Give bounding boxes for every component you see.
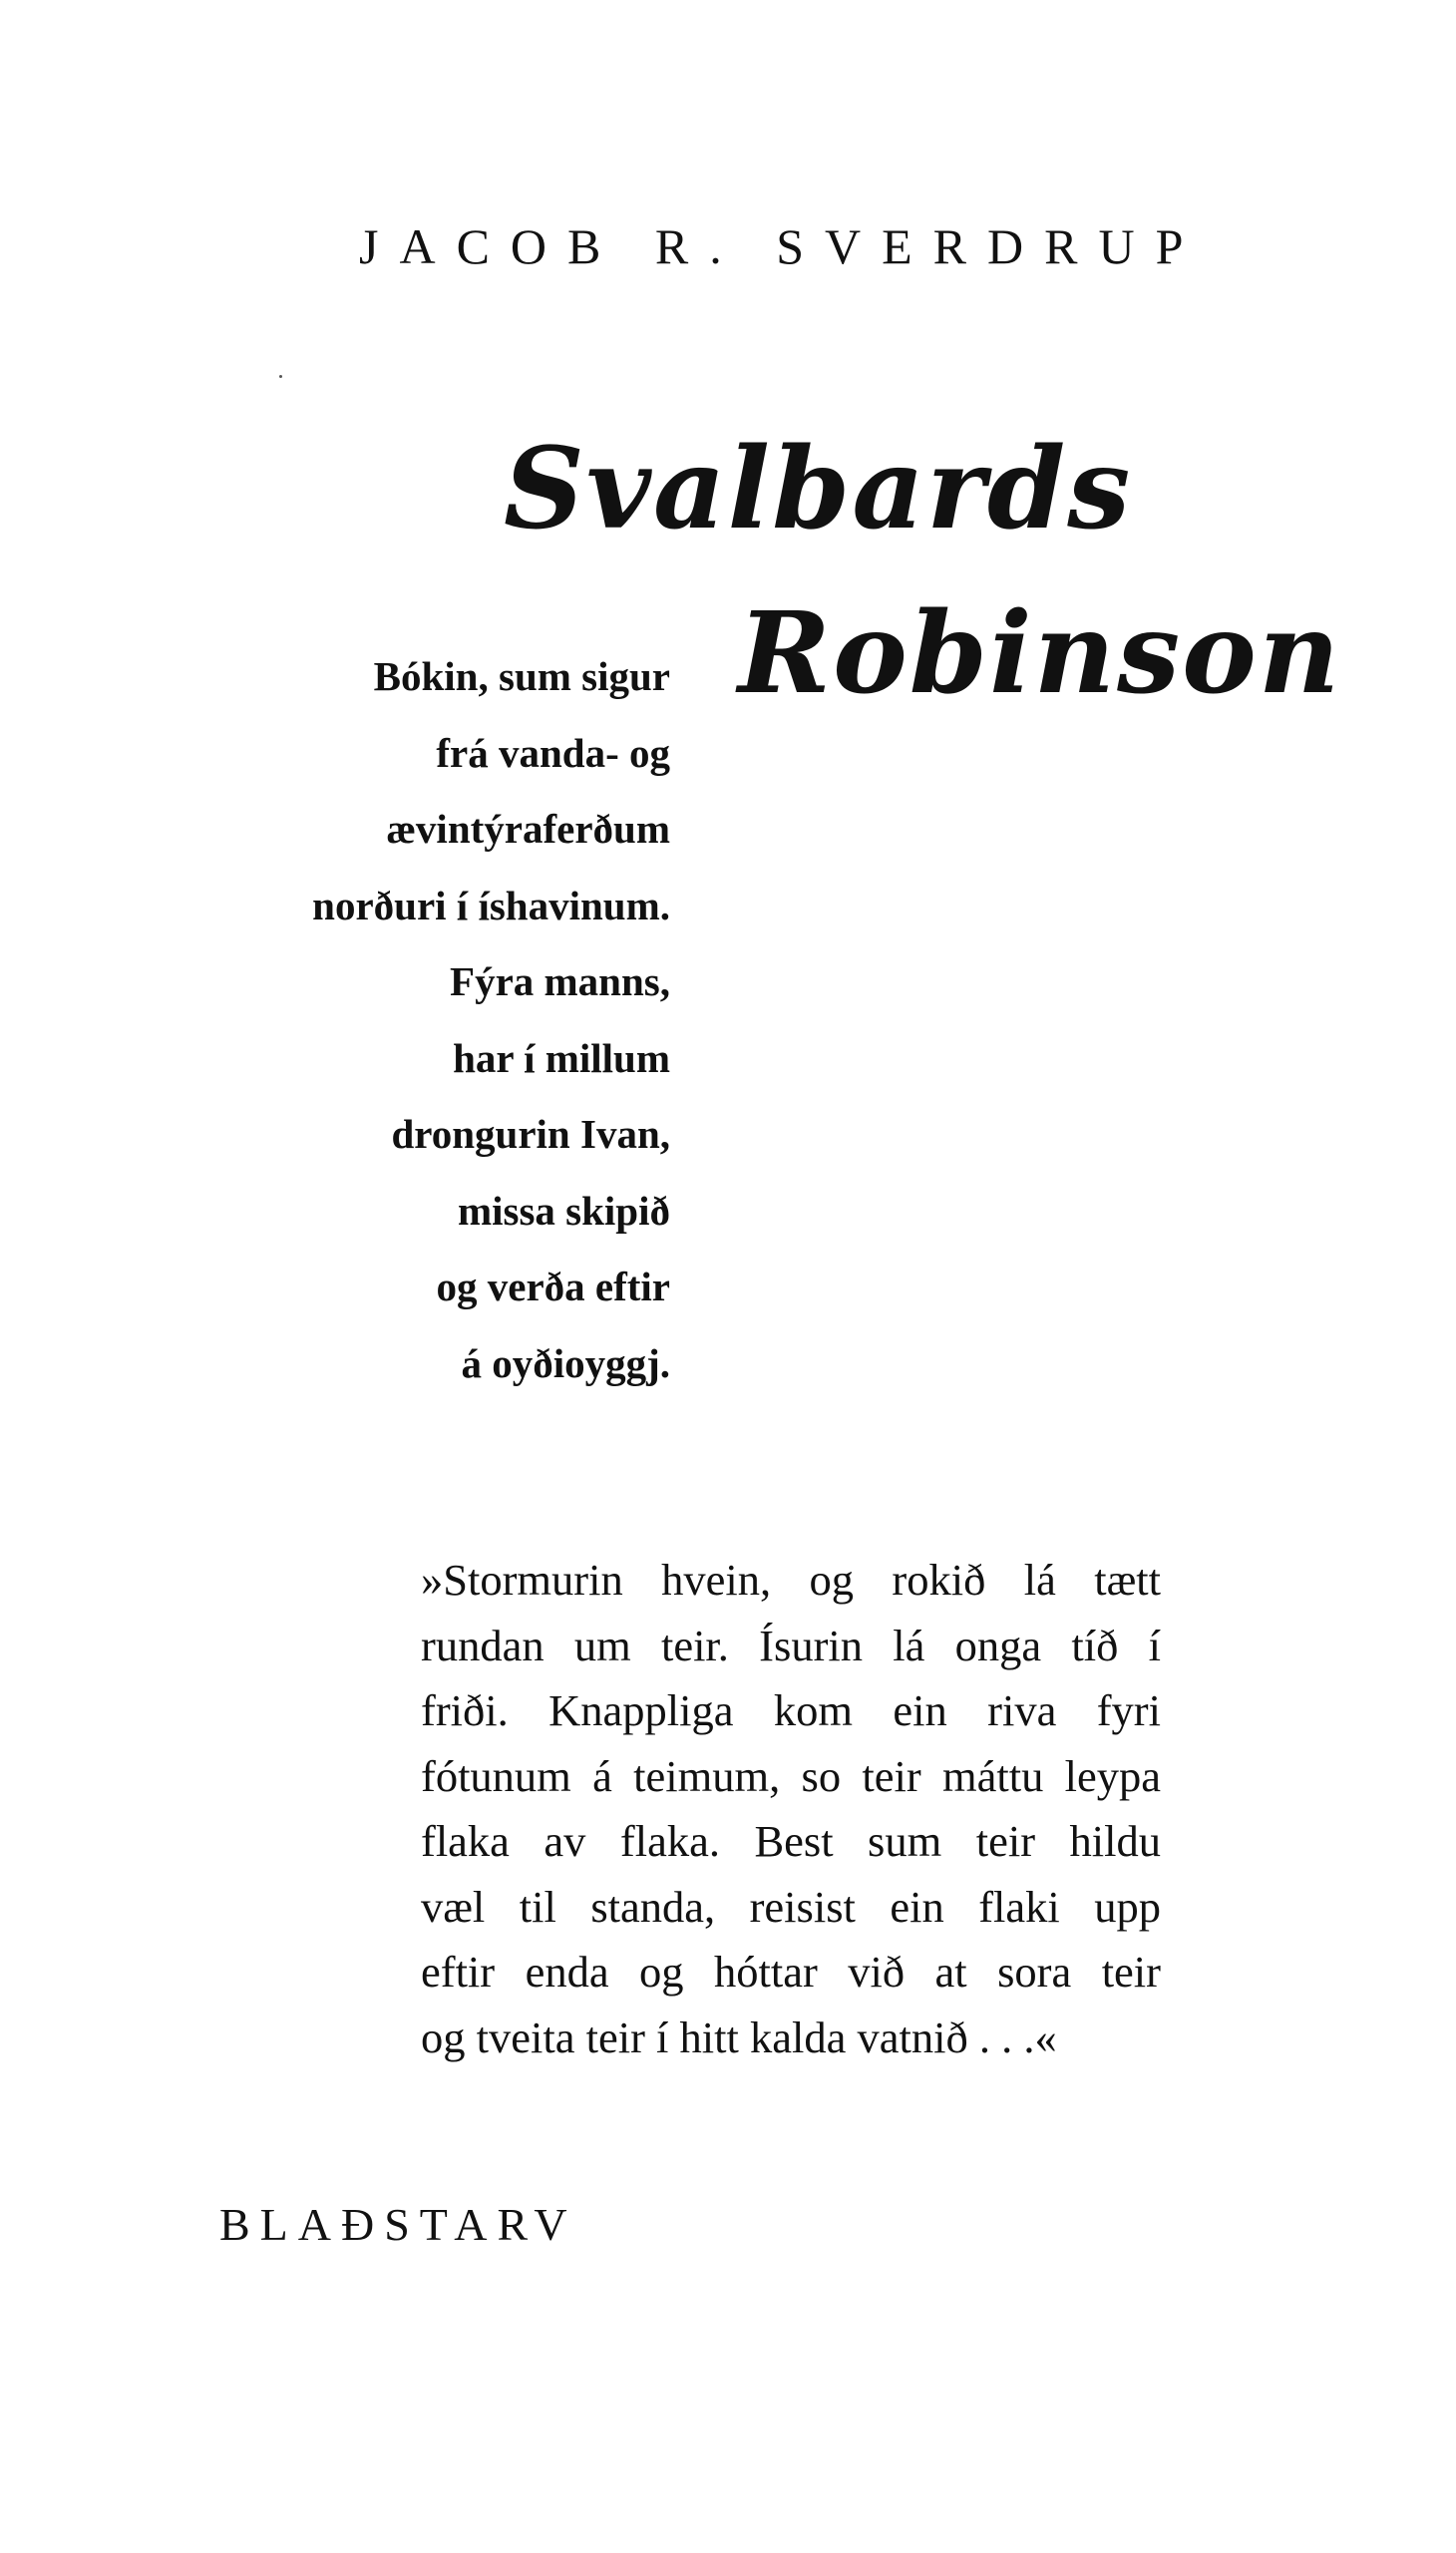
blurb-line: har í millum: [453, 1034, 670, 1081]
blurb-line: missa skipið: [457, 1187, 670, 1234]
quote-line: væl til standa, reisist ein flaki upp: [421, 1881, 1161, 1932]
blurb-line: drongurin Ivan,: [391, 1111, 670, 1157]
quote-line: fótunum á teimum, so teir máttu leypa: [421, 1750, 1161, 1801]
quote-line: flaka av flaka. Best sum teir hildu: [421, 1816, 1161, 1866]
blurb-line: og verða eftir: [436, 1264, 670, 1309]
blurb-text: [180, 638, 670, 1401]
title-line-2: Robinson: [738, 588, 1342, 719]
excerpt-quote: [421, 1548, 1161, 2070]
quote-line: rundan um teir. Ísurin lá onga tíð í: [421, 1620, 1161, 1670]
author-name: JACOB R. SVERDRUP: [359, 218, 1205, 274]
quote-line: »Stormurin hvein, og rokið lá tætt: [421, 1555, 1161, 1605]
quote-line: eftir enda og hóttar við at sora teir: [421, 1947, 1161, 1997]
blurb-line: ævintýraferðum: [386, 806, 670, 852]
blurb-line: á oyðioyggj.: [461, 1339, 670, 1386]
title-line-1: Svalbards: [504, 424, 1133, 554]
quote-line: friði. Knappliga kom ein riva fyri: [421, 1685, 1161, 1735]
quote-line: og tveita teir í hitt kalda vatnið . . .«: [421, 2011, 1057, 2062]
blurb-line: norðuri í íshavinum.: [312, 882, 670, 928]
blurb-line: Bókin, sum sigur: [373, 653, 670, 699]
blurb-line: Fýra manns,: [450, 958, 670, 1004]
publisher-name: BLAÐSTARV: [219, 2199, 577, 2250]
print-speck: [279, 375, 282, 378]
blurb-line: frá vanda- og: [436, 729, 670, 776]
